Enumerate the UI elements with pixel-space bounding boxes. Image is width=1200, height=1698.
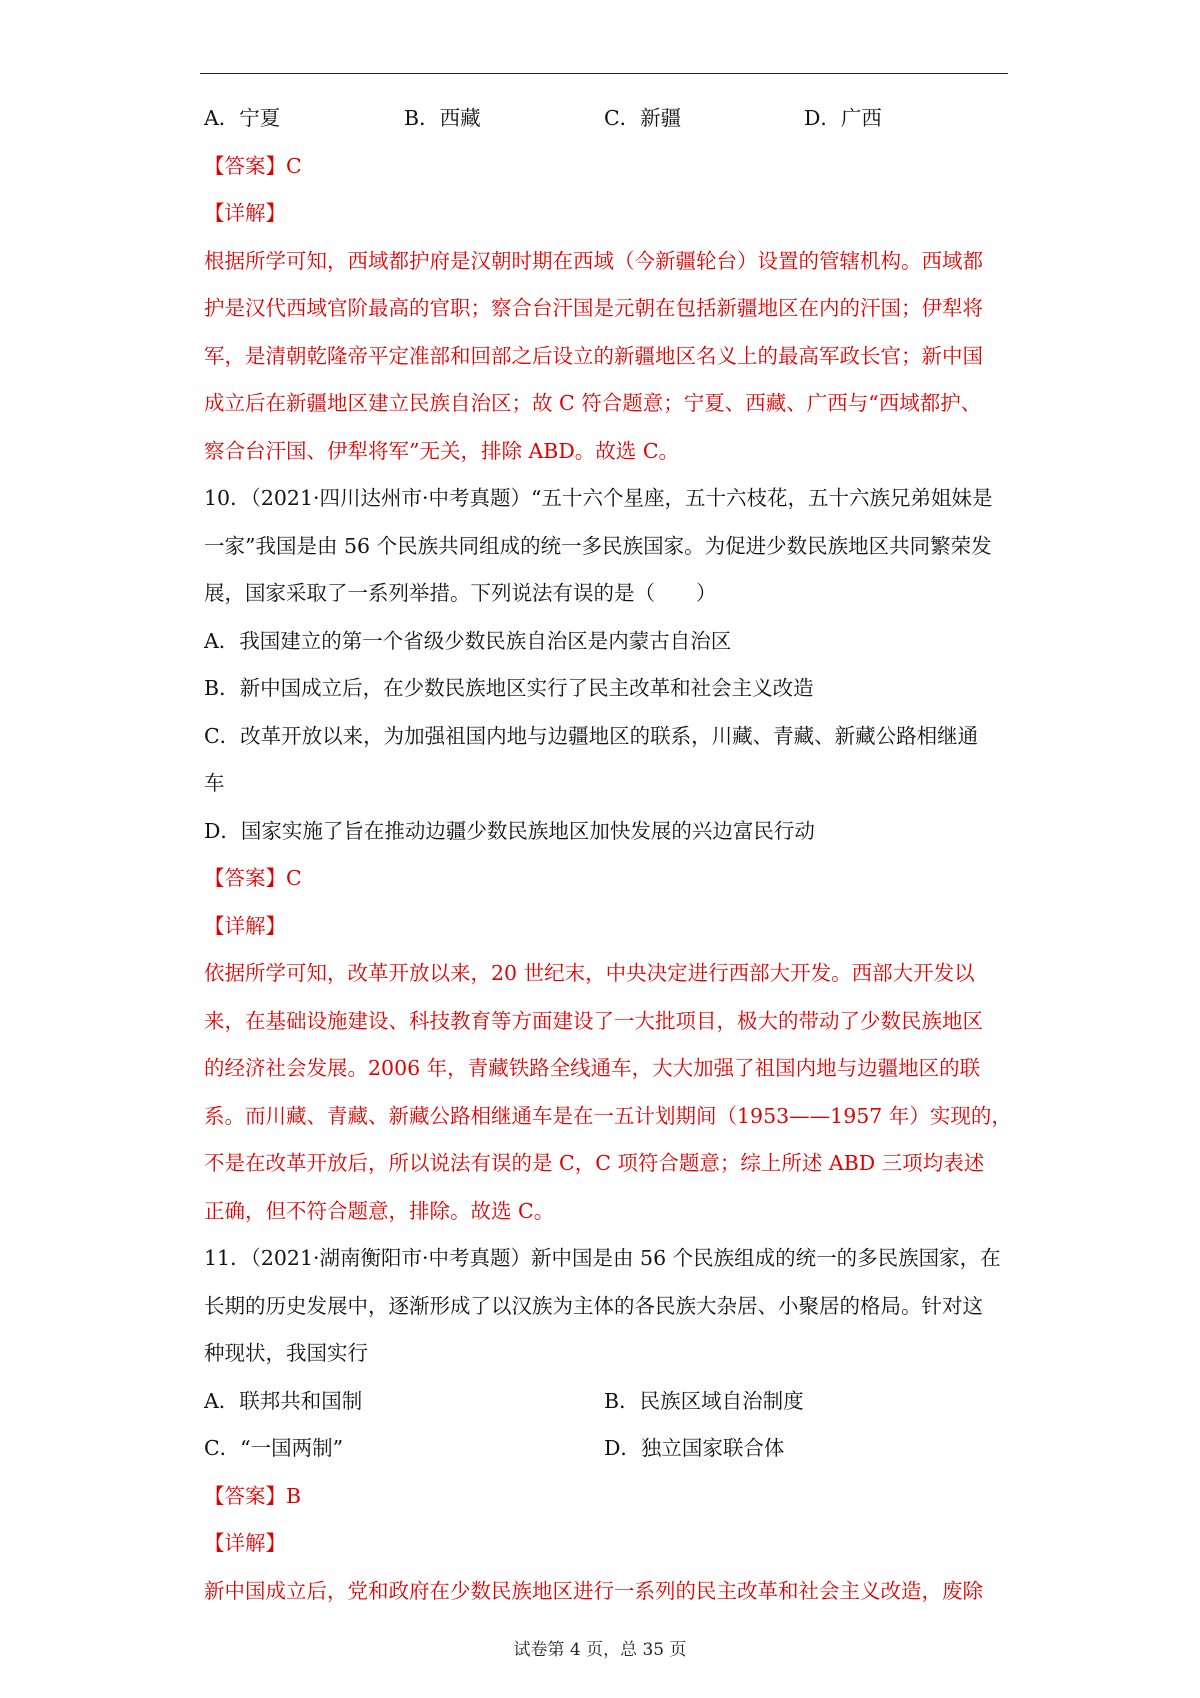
- answer-label: 【答案】: [204, 1483, 286, 1508]
- q10-option-d: D．国家实施了旨在推动边疆少数民族地区加快发展的兴边富民行动: [204, 818, 815, 843]
- q10-stem-line: 展，国家采取了一系列举措。下列说法有误的是（ ）: [204, 581, 717, 605]
- q10-stem-line: 10．（2021·四川达州市·中考真题）“五十六个星座，五十六枝花，五十六族兄弟姐妹是: [204, 486, 993, 510]
- q9-explanation-line: 根据所学可知，西域都护府是汉朝时期在西域（今新疆轮台）设置的管辖机构。西域都: [204, 248, 983, 273]
- answer-value: C: [286, 153, 302, 178]
- q11-stem-line: 长期的历史发展中，逐渐形成了以汉族为主体的各民族大杂居、小聚居的格局。针对这: [204, 1293, 983, 1318]
- answer-value: C: [286, 866, 302, 890]
- q11-detail-label: 【详解】: [204, 1531, 286, 1555]
- q10-option-c-continued: 车: [204, 771, 225, 795]
- q10-option-c: C．改革开放以来，为加强祖国内地与边疆地区的联系，川藏、青藏、新藏公路相继通: [204, 723, 979, 748]
- q11-stem-line: 11．（2021·湖南衡阳市·中考真题）新中国是由 56 个民族组成的统一的多民族国家，在: [204, 1246, 1001, 1270]
- q11-stem-line: 种现状，我国实行: [204, 1341, 368, 1365]
- answer-label: 【答案】: [204, 866, 286, 890]
- q11-options-row-1: [204, 1378, 1004, 1426]
- header-rule: [200, 73, 1008, 74]
- q10-answer: [204, 855, 1004, 903]
- q9-detail-label: 【详解】: [204, 201, 286, 225]
- q10-option-b: B．新中国成立后，在少数民族地区实行了民主改革和社会主义改造: [204, 676, 814, 700]
- q9-explanation-line: 护是汉代西域官阶最高的官职；察合台汗国是元朝在包括新疆地区在内的汗国；伊犁将: [204, 296, 983, 320]
- q9-option-a: A．宁夏: [204, 106, 281, 130]
- answer-label: 【答案】: [204, 153, 286, 178]
- q10-explanation-line: 依据所学可知，改革开放以来，20 世纪末，中央决定进行西部大开发。西部大开发以: [204, 961, 975, 985]
- q9-explanation-line: 成立后在新疆地区建立民族自治区；故 C 符合题意；宁夏、西藏、广西与“西域都护、: [204, 391, 982, 415]
- q11-option-a: A．联邦共和国制: [204, 1388, 363, 1413]
- q9-explanation-line: 察合台汗国、伊犁将军”无关，排除 ABD。故选 C。: [204, 438, 680, 463]
- q9-option-d: D．广西: [804, 106, 882, 130]
- q9-options: [204, 95, 1004, 143]
- q9-answer: [204, 143, 1004, 191]
- q10-explanation-line: 系。而川藏、青藏、新藏公路相继通车是在一五计划期间（1953——1957 年）实现的，: [204, 1103, 1012, 1128]
- q9-option-b: B．西藏: [404, 106, 481, 130]
- q9-explanation-line: 军，是清朝乾隆帝平定准部和回部之后设立的新疆地区名义上的最高军政长官；新中国: [204, 343, 983, 368]
- answer-value: B: [286, 1483, 302, 1508]
- q11-explanation-line: 新中国成立后，党和政府在少数民族地区进行一系列的民主改革和社会主义改造，废除: [204, 1578, 983, 1603]
- q11-options-row-2: [204, 1425, 1004, 1473]
- q10-explanation-line: 正确，但不符合题意，排除。故选 C。: [204, 1198, 555, 1223]
- q10-detail-label: 【详解】: [204, 913, 286, 938]
- q10-explanation-line: 来，在基础设施建设、科技教育等方面建设了一大批项目，极大的带动了少数民族地区: [204, 1008, 983, 1033]
- q11-option-b: B．民族区域自治制度: [604, 1388, 804, 1413]
- q10-stem-line: 一家”我国是由 56 个民族共同组成的统一多民族国家。为促进少数民族地区共同繁荣发: [204, 533, 992, 558]
- page-content: [204, 95, 1012, 1615]
- q9-option-c: C．新疆: [604, 106, 682, 130]
- q11-answer: [204, 1473, 1004, 1521]
- q10-option-a: A．我国建立的第一个省级少数民族自治区是内蒙古自治区: [204, 628, 732, 653]
- page-footer: 试卷第 4 页，总 35 页: [513, 1640, 687, 1660]
- q10-explanation-line: 的经济社会发展。2006 年，青藏铁路全线通车，大大加强了祖国内地与边疆地区的联: [204, 1056, 981, 1080]
- q10-explanation-line: 不是在改革开放后，所以说法有误的是 C，C 项符合题意；综上所述 ABD 三项均表述: [204, 1151, 985, 1175]
- q11-option-d: D．独立国家联合体: [604, 1436, 785, 1460]
- q11-option-c: C．“一国两制”: [204, 1436, 344, 1460]
